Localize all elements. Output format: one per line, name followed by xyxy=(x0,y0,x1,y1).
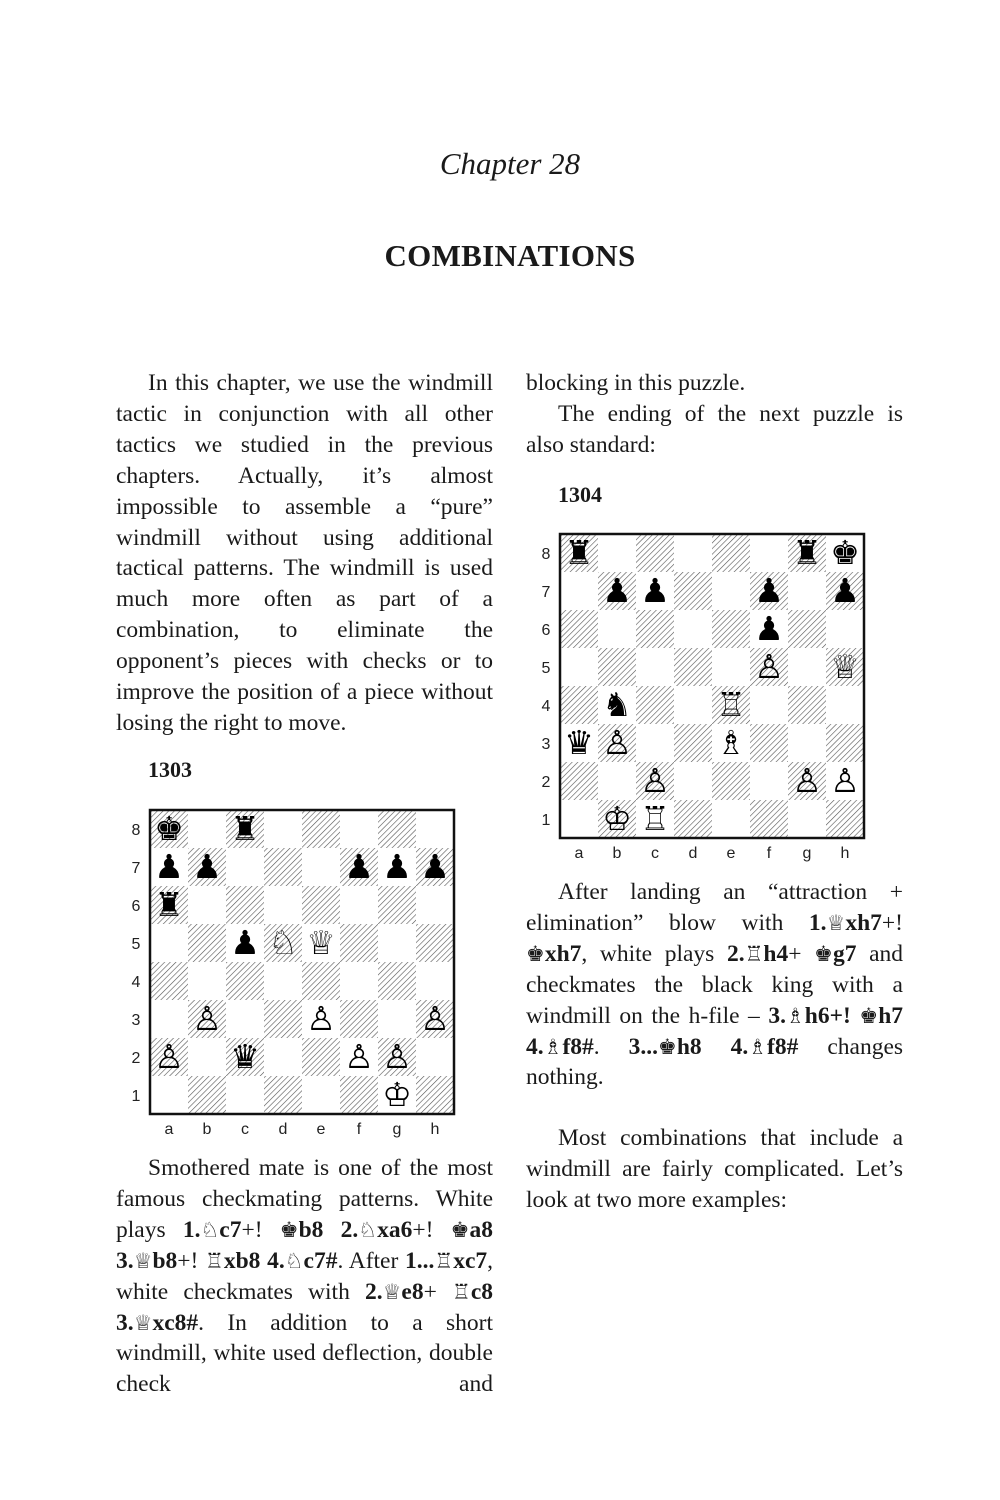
square-g5 xyxy=(788,648,826,686)
square-g8 xyxy=(378,810,416,848)
square-c7 xyxy=(226,848,264,886)
square-h6 xyxy=(826,610,864,648)
puzzle-number-1303: 1303 xyxy=(148,757,192,782)
piece-rook-icon: ♜ xyxy=(792,533,822,572)
square-e6 xyxy=(302,886,340,924)
square-e2 xyxy=(302,1038,340,1076)
square-f4 xyxy=(750,686,788,724)
file-label: a xyxy=(574,845,584,862)
piece-pawn-icon: ♟ xyxy=(230,923,260,962)
rank-label: 1 xyxy=(131,1088,141,1105)
square-h4 xyxy=(826,686,864,724)
rook-figurine-icon: ♖ xyxy=(205,1248,224,1273)
next-puzzle-intro: The ending of the next puzzle is also standard: xyxy=(526,400,903,458)
file-label: h xyxy=(430,1121,440,1138)
square-d6 xyxy=(264,886,302,924)
square-b6 xyxy=(598,610,636,648)
square-a4 xyxy=(150,962,188,1000)
bishop-figurine-icon: ♗ xyxy=(785,1003,805,1028)
square-d2 xyxy=(674,762,712,800)
square-g7 xyxy=(788,572,826,610)
square-d7 xyxy=(674,572,712,610)
piece-pawn-icon: ♙ xyxy=(344,1037,374,1076)
file-label: f xyxy=(356,1121,362,1138)
square-b8 xyxy=(188,810,226,848)
square-b2 xyxy=(188,1038,226,1076)
solution-1304-text: After landing an “attraction + elimination” blow with 1.♕xh7+! ♚xh7, white plays 2.♖h4+ ♚g7 and checkmates the black king with a windmill on the h-file – 3.♗h6+! ♚h7 4.♗f8#. 3...♚h8 4.♗f8# changes nothing. xyxy=(526,879,904,1091)
solution-1303 xyxy=(116,1153,493,1400)
square-f1 xyxy=(750,800,788,838)
piece-rook-icon: ♜ xyxy=(154,885,184,924)
square-g6 xyxy=(788,610,826,648)
square-e4 xyxy=(302,962,340,1000)
square-g4 xyxy=(788,686,826,724)
chess-diagram-1304 xyxy=(536,532,876,872)
square-d1 xyxy=(264,1076,302,1114)
rank-label: 8 xyxy=(541,546,551,563)
square-f5 xyxy=(340,924,378,962)
square-d2 xyxy=(264,1038,302,1076)
file-label: h xyxy=(840,845,850,862)
chapter-title: COMBINATIONS xyxy=(384,238,636,273)
piece-pawn-icon: ♙ xyxy=(754,647,784,686)
square-c1 xyxy=(226,1076,264,1114)
knight-figurine-icon: ♘ xyxy=(358,1217,378,1242)
square-b2 xyxy=(598,762,636,800)
piece-pawn-icon: ♙ xyxy=(640,761,670,800)
piece-pawn-icon: ♙ xyxy=(382,1037,412,1076)
left-column xyxy=(116,368,493,739)
square-a3 xyxy=(150,1000,188,1038)
rank-label: 8 xyxy=(131,822,141,839)
square-a2 xyxy=(560,762,598,800)
piece-king-icon: ♔ xyxy=(382,1075,412,1114)
piece-queen-icon: ♛ xyxy=(230,1037,260,1076)
rank-label: 5 xyxy=(131,936,141,953)
queen-figurine-icon: ♕ xyxy=(826,910,846,935)
piece-pawn-icon: ♟ xyxy=(344,847,374,886)
square-h3 xyxy=(826,724,864,762)
square-f6 xyxy=(340,886,378,924)
closing-paragraph: Most combinations that include a windmill are fairly complicated. Let’s look at two more examples: xyxy=(526,1125,903,1213)
square-b5 xyxy=(598,648,636,686)
piece-pawn-icon: ♟ xyxy=(420,847,450,886)
rook-figurine-icon: ♖ xyxy=(452,1279,471,1304)
square-b8 xyxy=(598,534,636,572)
square-e7 xyxy=(712,572,750,610)
file-label: g xyxy=(802,845,812,862)
square-d4 xyxy=(674,686,712,724)
king-figurine-icon: ♚ xyxy=(526,941,545,966)
square-f2 xyxy=(750,762,788,800)
square-a4 xyxy=(560,686,598,724)
puzzle-number-1304: 1304 xyxy=(558,482,602,507)
piece-king-icon: ♚ xyxy=(830,533,860,572)
piece-pawn-icon: ♙ xyxy=(830,761,860,800)
square-f3 xyxy=(340,1000,378,1038)
square-c4 xyxy=(226,962,264,1000)
square-c6 xyxy=(226,886,264,924)
king-figurine-icon: ♚ xyxy=(859,1003,879,1028)
knight-figurine-icon: ♘ xyxy=(200,1217,220,1242)
file-label: f xyxy=(766,845,772,862)
file-label: a xyxy=(164,1121,174,1138)
piece-pawn-icon: ♟ xyxy=(754,609,784,648)
bishop-figurine-icon: ♗ xyxy=(748,1034,768,1059)
piece-rook-icon: ♜ xyxy=(564,533,594,572)
file-label: e xyxy=(726,845,736,862)
rank-label: 3 xyxy=(541,736,551,753)
queen-figurine-icon: ♕ xyxy=(133,1310,153,1335)
square-c8 xyxy=(636,534,674,572)
square-c3 xyxy=(636,724,674,762)
piece-queen-icon: ♕ xyxy=(830,647,860,686)
rank-label: 4 xyxy=(131,974,141,991)
piece-pawn-icon: ♟ xyxy=(382,847,412,886)
square-e2 xyxy=(712,762,750,800)
square-h5 xyxy=(416,924,454,962)
right-column-top xyxy=(526,368,903,461)
rank-label: 6 xyxy=(131,898,141,915)
piece-pawn-icon: ♙ xyxy=(306,999,336,1038)
rank-label: 1 xyxy=(541,812,551,829)
rank-label: 4 xyxy=(541,698,551,715)
square-h6 xyxy=(416,886,454,924)
solution-1304 xyxy=(526,877,903,1093)
piece-rook-icon: ♜ xyxy=(230,809,260,848)
file-label: b xyxy=(612,845,622,862)
piece-pawn-icon: ♟ xyxy=(154,847,184,886)
square-f4 xyxy=(340,962,378,1000)
rank-label: 2 xyxy=(541,774,551,791)
knight-figurine-icon: ♘ xyxy=(284,1248,304,1273)
square-e1 xyxy=(302,1076,340,1114)
square-c6 xyxy=(636,610,674,648)
file-label: g xyxy=(392,1121,402,1138)
square-g3 xyxy=(788,724,826,762)
square-c5 xyxy=(636,648,674,686)
square-e1 xyxy=(712,800,750,838)
square-f8 xyxy=(750,534,788,572)
closing-column xyxy=(526,1123,903,1216)
piece-queen-icon: ♕ xyxy=(306,923,336,962)
file-label: d xyxy=(688,845,698,862)
square-a1 xyxy=(560,800,598,838)
chessboard-1303 xyxy=(126,808,466,1148)
piece-bishop-icon: ♗ xyxy=(716,723,746,762)
square-h1 xyxy=(416,1076,454,1114)
piece-queen-icon: ♛ xyxy=(564,723,594,762)
bishop-figurine-icon: ♗ xyxy=(543,1034,563,1059)
king-figurine-icon: ♚ xyxy=(814,941,833,966)
square-a6 xyxy=(560,610,598,648)
rank-label: 2 xyxy=(131,1050,141,1067)
square-h8 xyxy=(416,810,454,848)
piece-pawn-icon: ♙ xyxy=(602,723,632,762)
piece-pawn-icon: ♙ xyxy=(420,999,450,1038)
piece-pawn-icon: ♟ xyxy=(754,571,784,610)
piece-pawn-icon: ♟ xyxy=(602,571,632,610)
rank-label: 7 xyxy=(131,860,141,877)
piece-pawn-icon: ♟ xyxy=(192,847,222,886)
piece-knight-icon: ♘ xyxy=(268,923,298,962)
file-label: c xyxy=(651,845,659,862)
square-g4 xyxy=(378,962,416,1000)
square-d7 xyxy=(264,848,302,886)
king-figurine-icon: ♚ xyxy=(450,1217,470,1242)
square-h2 xyxy=(416,1038,454,1076)
piece-pawn-icon: ♙ xyxy=(154,1037,184,1076)
square-d8 xyxy=(674,534,712,572)
piece-king-icon: ♚ xyxy=(154,809,184,848)
file-label: c xyxy=(241,1121,249,1138)
square-a7 xyxy=(560,572,598,610)
rank-label: 7 xyxy=(541,584,551,601)
piece-king-icon: ♔ xyxy=(602,799,632,838)
square-d8 xyxy=(264,810,302,848)
file-label: d xyxy=(278,1121,288,1138)
square-d3 xyxy=(264,1000,302,1038)
square-d1 xyxy=(674,800,712,838)
queen-figurine-icon: ♕ xyxy=(133,1248,153,1273)
continuation-text: blocking in this puzzle. xyxy=(526,370,746,396)
square-d6 xyxy=(674,610,712,648)
square-g5 xyxy=(378,924,416,962)
chess-diagram-1303 xyxy=(126,808,466,1148)
rank-label: 6 xyxy=(541,622,551,639)
chapter-label: Chapter 28 xyxy=(439,146,581,181)
square-e7 xyxy=(302,848,340,886)
square-a5 xyxy=(150,924,188,962)
square-d4 xyxy=(264,962,302,1000)
square-f8 xyxy=(340,810,378,848)
rook-figurine-icon: ♖ xyxy=(744,941,764,966)
queen-figurine-icon: ♕ xyxy=(382,1279,402,1304)
square-f3 xyxy=(750,724,788,762)
rank-label: 3 xyxy=(131,1012,141,1029)
square-e5 xyxy=(712,648,750,686)
file-label: b xyxy=(202,1121,212,1138)
piece-pawn-icon: ♙ xyxy=(192,999,222,1038)
chessboard-1304 xyxy=(536,532,876,872)
rank-label: 5 xyxy=(541,660,551,677)
square-g3 xyxy=(378,1000,416,1038)
square-f1 xyxy=(340,1076,378,1114)
square-a1 xyxy=(150,1076,188,1114)
piece-rook-icon: ♖ xyxy=(716,685,746,724)
rook-figurine-icon: ♖ xyxy=(434,1248,454,1273)
square-e8 xyxy=(712,534,750,572)
square-d5 xyxy=(674,648,712,686)
square-c4 xyxy=(636,686,674,724)
king-figurine-icon: ♚ xyxy=(657,1034,677,1059)
piece-pawn-icon: ♙ xyxy=(792,761,822,800)
square-h4 xyxy=(416,962,454,1000)
king-figurine-icon: ♚ xyxy=(279,1217,299,1242)
square-e8 xyxy=(302,810,340,848)
square-g6 xyxy=(378,886,416,924)
solution-1303-text: Smothered mate is one of the most famous checkmating patterns. White plays 1.♘c7+! ♚b8 2.♘xa6+! ♚a8 3.♕b8+! ♖xb8 4.♘c7#. After 1...♖xc7, white checkmates with 2.♕e8+ ♖c8 3.♕xc8#. In addition to a short windmill, white used deflection, double check and xyxy=(116,1155,494,1398)
square-c3 xyxy=(226,1000,264,1038)
intro-paragraph: In this chapter, we use the windmill tactic in conjunction with all other tactics we studied in the previous chapters. Actually, it’s almost impossible to assemble a “pure” windmill without using additional tactical patterns. The windmill is used much more often as part of a combination, to eliminate the opponent’s pieces with checks or to improve the position of a piece without losing the right to move. xyxy=(116,370,493,736)
square-a5 xyxy=(560,648,598,686)
square-b5 xyxy=(188,924,226,962)
square-d3 xyxy=(674,724,712,762)
piece-pawn-icon: ♟ xyxy=(830,571,860,610)
square-b4 xyxy=(188,962,226,1000)
square-b6 xyxy=(188,886,226,924)
square-e6 xyxy=(712,610,750,648)
square-h1 xyxy=(826,800,864,838)
piece-pawn-icon: ♟ xyxy=(640,571,670,610)
piece-rook-icon: ♖ xyxy=(640,799,670,838)
piece-knight-icon: ♞ xyxy=(602,685,632,724)
square-b1 xyxy=(188,1076,226,1114)
file-label: e xyxy=(316,1121,326,1138)
square-g1 xyxy=(788,800,826,838)
